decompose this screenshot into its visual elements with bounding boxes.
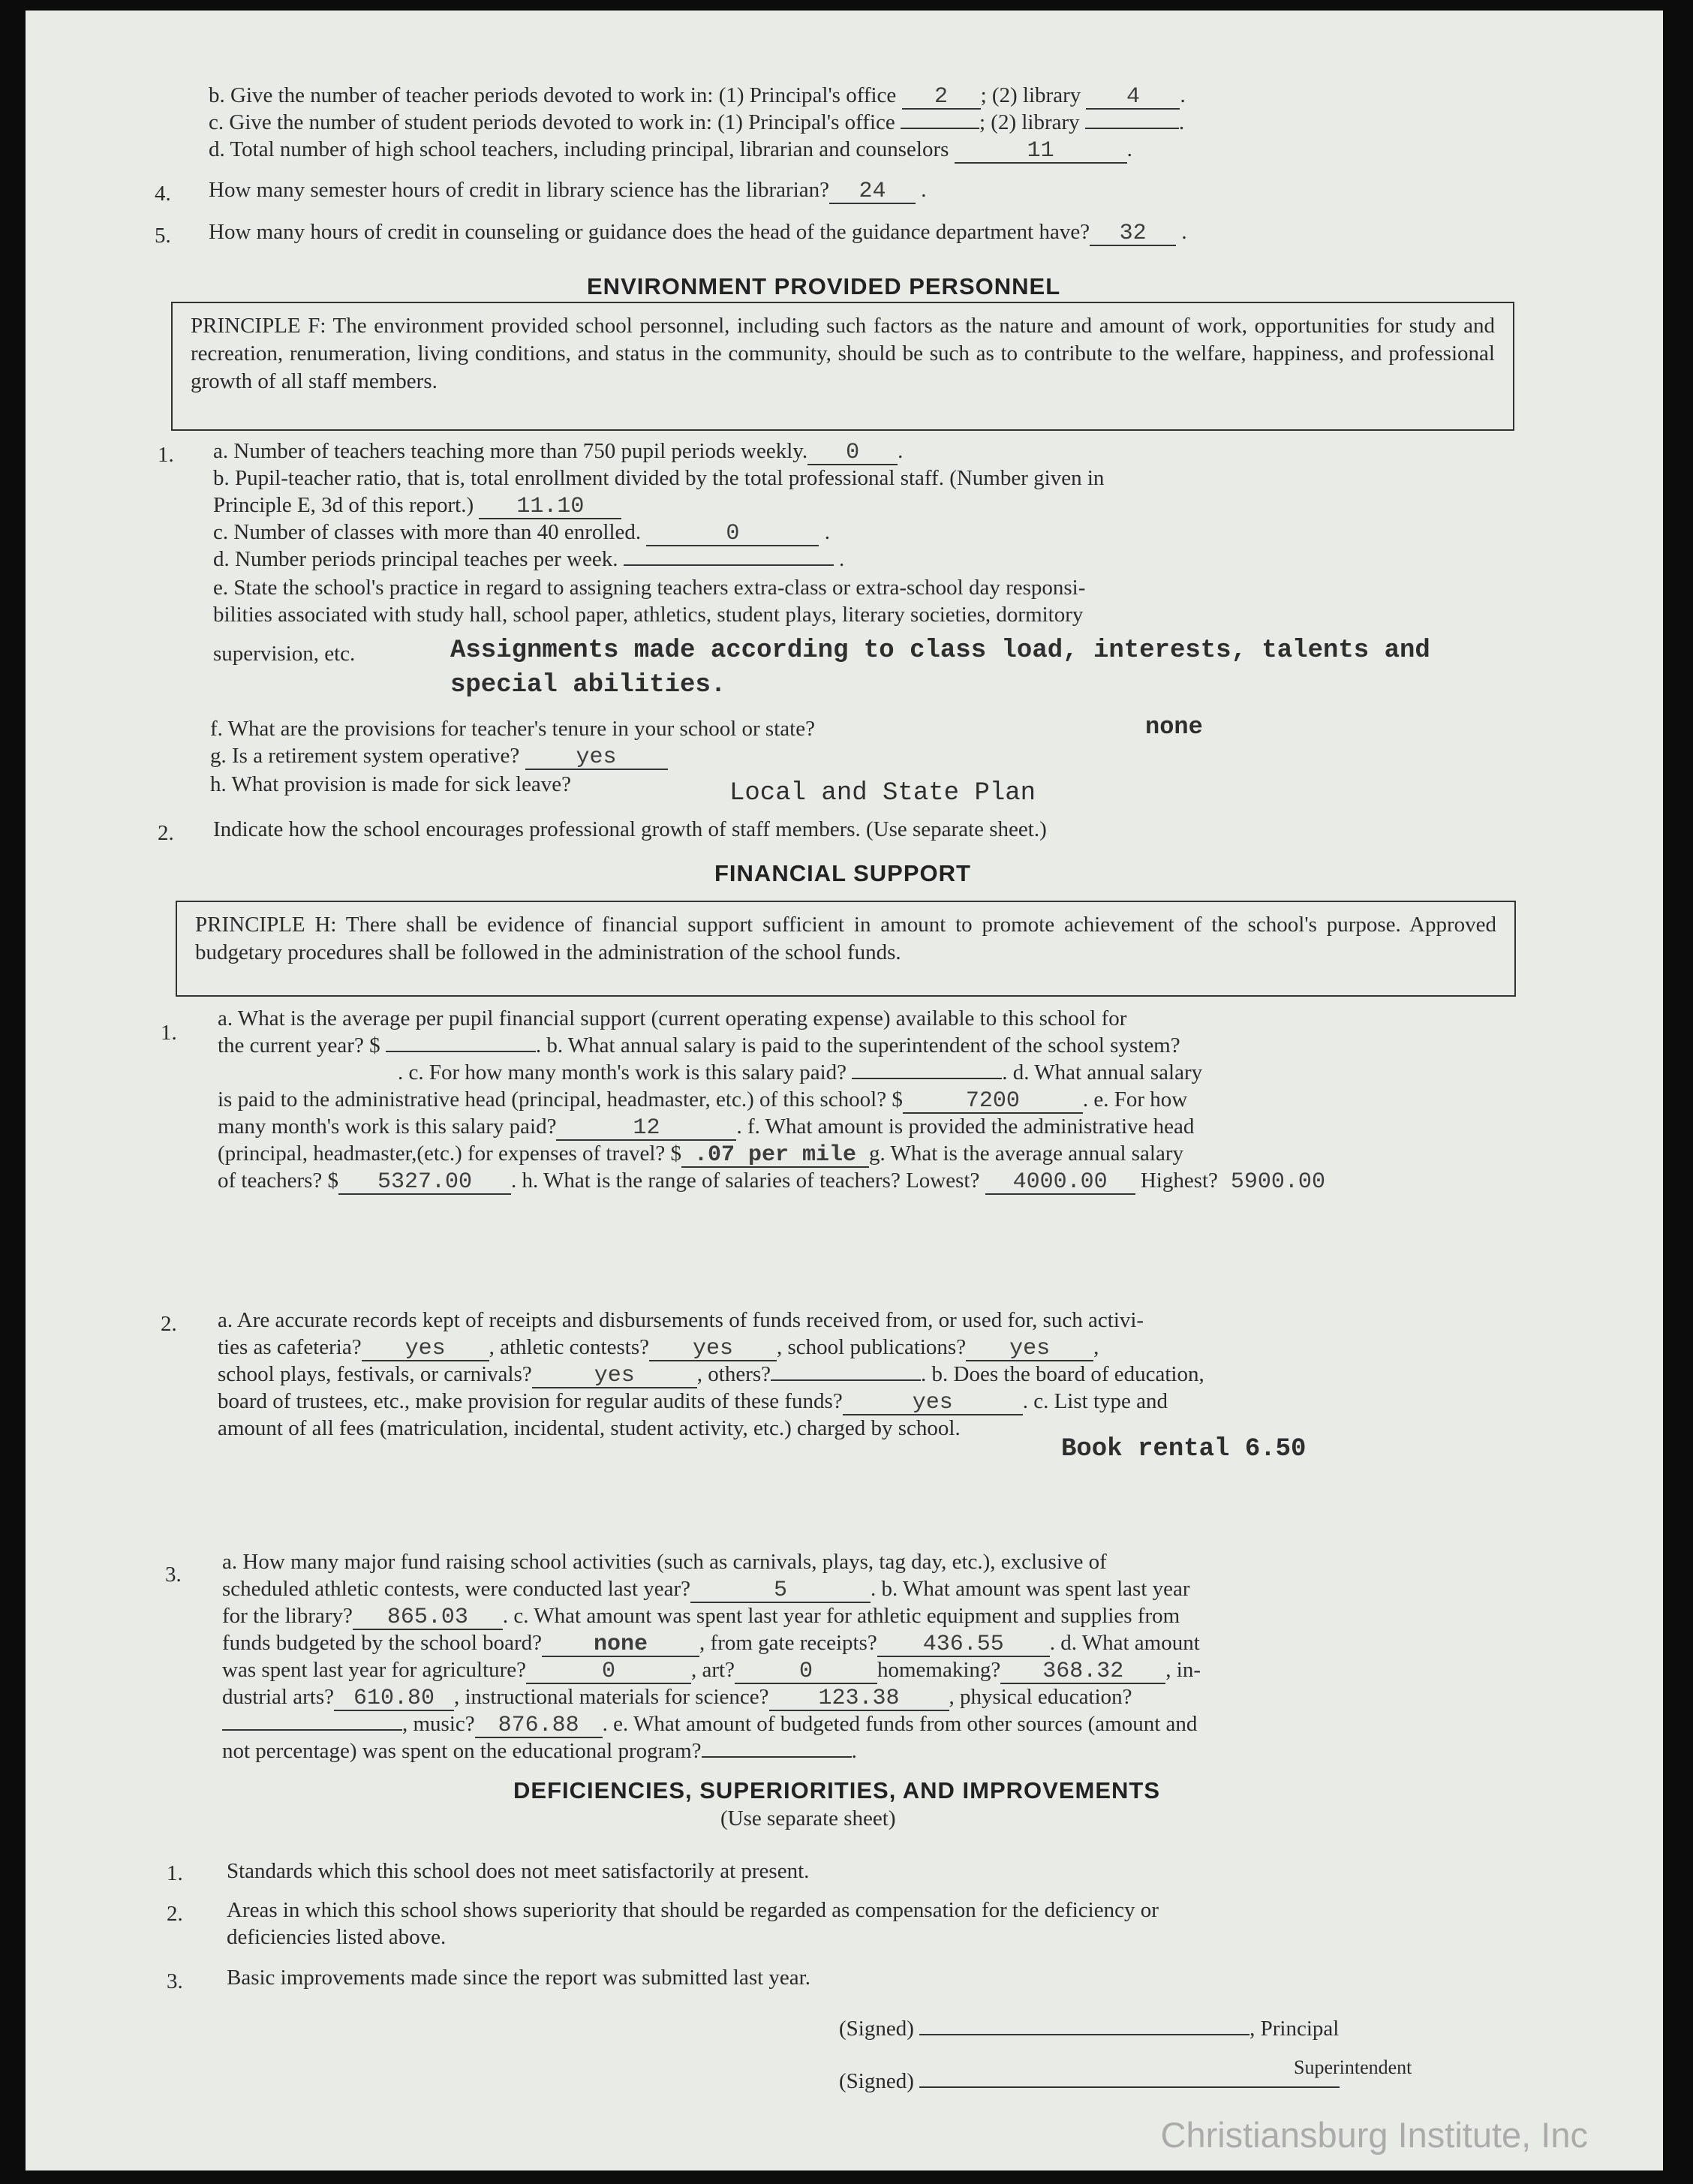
item-env-1f: f. What are the provisions for teacher's tenure in your school or state? [210, 717, 815, 741]
item-def-2: Areas in which this school shows superiority that should be regarded as compensation for the deficiency or [227, 1898, 1159, 1922]
item-number: 2. [167, 1902, 183, 1926]
field-guidance-hours: 32 [1090, 222, 1176, 246]
field-teacher-periods-library: 4 [1086, 86, 1180, 110]
item-fin-2-l2: ties as cafeteria? yes , athletic contests? yes , school publications? yes , [218, 1335, 1099, 1361]
item-fin-1-l5: many month's work is this salary paid? 12 . f. What amount is provided the administrative head [218, 1115, 1195, 1141]
item-3b: b. Give the number of teacher periods devoted to work in: (1) Principal's office 2 ; (2) library 4 . [209, 83, 1186, 110]
item-fin-3-l1: a. How many major fund raising school activities (such as carnivals, plays, tag day, etc.), exclusive of [222, 1550, 1107, 1574]
field-fund-raising-count: 5 [690, 1579, 871, 1603]
item-fin-3-l5: was spent last year for agriculture? 0 , art? 0 homemaking? 368.32 , in- [222, 1658, 1201, 1684]
field-music: 876.88 [475, 1714, 603, 1738]
section-heading-environment: ENVIRONMENT PROVIDED PERSONNEL [587, 273, 1061, 299]
item-4: How many semester hours of credit in library science has the librarian? 24 . [209, 178, 927, 204]
field-publication-records: yes [966, 1337, 1093, 1361]
field-lowest-salary: 4000.00 [985, 1171, 1135, 1195]
field-library-spending: 865.03 [353, 1606, 503, 1630]
field-agriculture: 0 [526, 1660, 691, 1684]
item-number: 2. [158, 821, 174, 845]
item-env-1e-cont2: supervision, etc. [213, 642, 356, 666]
item-def-2-cont: deficiencies listed above. [227, 1925, 447, 1949]
typed-tenure: none [1145, 713, 1203, 741]
item-env-1d: d. Number periods principal teaches per week. . [213, 547, 845, 571]
item-env-1e-cont: bilities associated with study hall, school paper, athletics, student plays, literary societies, dormitory [213, 603, 1084, 627]
section-heading-deficiencies: DEFICIENCIES, SUPERIORITIES, AND IMPROVEMENTS [513, 1777, 1161, 1803]
item-number: 1. [167, 1861, 183, 1885]
field-student-periods-office [901, 128, 979, 129]
item-fin-1-l2: the current year? $ . b. What annual salary is paid to the superintendent of the school system? [218, 1033, 1180, 1057]
field-principal-periods [624, 564, 834, 566]
field-classes-over-40: 0 [646, 522, 819, 546]
typed-assignments: Assignments made according to class load, interests, talents and [450, 636, 1430, 665]
item-env-1h: h. What provision is made for sick leave? [210, 772, 572, 796]
field-avg-teacher-salary: 5327.00 [338, 1171, 511, 1195]
field-plays-records: yes [532, 1364, 697, 1388]
document-page [26, 11, 1663, 2170]
item-env-1a: a. Number of teachers teaching more than 750 pupil periods weekly. 0 . [213, 439, 904, 465]
field-cafeteria-records: yes [362, 1337, 489, 1361]
field-teachers-750: 0 [807, 441, 898, 465]
item-fin-1-l1: a. What is the average per pupil financial support (current operating expense) available to this school for [218, 1006, 1127, 1030]
item-5: How many hours of credit in counseling or guidance does the head of the guidance department have? 32 . [209, 220, 1187, 246]
item-env-1c: c. Number of classes with more than 40 enrolled. 0 . [213, 520, 830, 546]
principle-h-box: PRINCIPLE H: There shall be evidence of financial support sufficient in amount to promote achievement of the school's purpose. Approved budgetary procedures shall be followed in the administration of the school funds. [176, 901, 1516, 997]
field-others-records [771, 1379, 921, 1381]
item-env-1b-cont: Principle E, 3d of this report.) 11.10 [213, 492, 621, 519]
field-audits: yes [843, 1391, 1023, 1415]
field-athletic-records: yes [649, 1337, 777, 1361]
field-pupil-teacher-ratio: 11.10 [479, 495, 621, 519]
field-total-teachers: 11 [955, 140, 1127, 164]
field-library-hours: 24 [829, 180, 916, 204]
item-env-1b: b. Pupil-teacher ratio, that is, total enrollment divided by the total professional staff. (Number given in [213, 466, 1105, 490]
field-travel-expense: .07 per mile [681, 1144, 869, 1168]
field-physical-education [222, 1729, 402, 1731]
signature-superintendent: (Signed) [839, 2067, 1340, 2094]
item-fin-3-l4: funds budgeted by the school board? none , from gate receipts? 436.55 . d. What amount [222, 1631, 1200, 1657]
field-homemaking: 368.32 [1000, 1660, 1165, 1684]
item-number: 2. [161, 1312, 177, 1336]
field-athletic-board: none [542, 1633, 699, 1657]
field-industrial-arts: 610.80 [334, 1687, 454, 1711]
item-fin-1-l6: (principal, headmaster,(etc.) for expenses of travel? $ .07 per mile g. What is the average annual salary [218, 1142, 1184, 1168]
item-fin-3-l6: dustrial arts? 610.80 , instructional materials for science? 123.38 , physical education? [222, 1685, 1132, 1711]
item-number: 3. [167, 1969, 183, 1993]
field-student-periods-library [1085, 128, 1179, 129]
field-science-materials: 123.38 [769, 1687, 949, 1711]
typed-assignments-cont: special abilities. [450, 671, 726, 699]
field-principal-months: 12 [556, 1117, 736, 1141]
field-highest-salary: 5900.00 [1230, 1169, 1325, 1195]
item-fin-1-l4: is paid to the administrative head (principal, headmaster, etc.) of this school? $ 7200 . e. For how [218, 1087, 1188, 1114]
item-env-1g: g. Is a retirement system operative? yes [210, 743, 668, 770]
field-gate-receipts: 436.55 [877, 1633, 1050, 1657]
item-number: 4. [155, 182, 171, 206]
item-fin-2-l4: board of trustees, etc., make provision for regular audits of these funds? yes . c. List type and [218, 1389, 1168, 1415]
item-fin-1-l3: . c. For how many month's work is this salary paid? . d. What annual salary [398, 1060, 1203, 1084]
typed-fees: Book rental 6.50 [1061, 1435, 1307, 1464]
watermark: Christiansburg Institute, Inc [1160, 2115, 1588, 2155]
item-fin-3-l7: , music? 876.88 . e. What amount of budgeted funds from other sources (amount and [222, 1711, 1197, 1738]
field-per-pupil-support [386, 1051, 536, 1052]
item-number: 3. [165, 1563, 182, 1587]
field-other-sources [702, 1756, 852, 1758]
signature-line-superintendent [919, 2067, 1340, 2088]
superintendent-label: Superintendent [1294, 2056, 1412, 2078]
item-fin-2-l5: amount of all fees (matriculation, incidental, student activity, etc.) charged by school. [218, 1416, 961, 1440]
item-number: 1. [158, 443, 174, 467]
typed-sick-leave: Local and State Plan [729, 779, 1036, 808]
item-fin-1-l7: of teachers? $ 5327.00 . h. What is the range of salaries of teachers? Lowest? 4000.00 Highest? 5900.00 [218, 1168, 1338, 1195]
field-art: 0 [735, 1660, 877, 1684]
section-heading-financial: FINANCIAL SUPPORT [714, 860, 971, 886]
item-3d: d. Total number of high school teachers, including principal, librarian and counselors 11 . [209, 137, 1132, 164]
signature-line-principal [919, 2014, 1249, 2035]
field-retirement: yes [525, 746, 668, 770]
signature-principal: (Signed) , Principal [839, 2014, 1339, 2041]
principle-f-box: PRINCIPLE F: The environment provided school personnel, including such factors as the nature and amount of work, opportunities for study and recreation, renumeration, living conditions, and status in the community, should be such as to contribute to the welfare, happiness, and professional growth of all staff members. [171, 302, 1514, 431]
item-fin-2-l1: a. Are accurate records kept of receipts and disbursements of funds received from, or used for, such activi- [218, 1308, 1144, 1332]
item-fin-3-l2: scheduled athletic contests, were conducted last year? 5 . b. What amount was spent last year [222, 1577, 1190, 1603]
item-def-1: Standards which this school does not meet satisfactorily at present. [227, 1859, 810, 1883]
item-3c: c. Give the number of student periods devoted to work in: (1) Principal's office ; (2) library . [209, 110, 1185, 134]
item-env-2: Indicate how the school encourages professional growth of staff members. (Use separate sheet.) [213, 817, 1047, 841]
item-fin-3-l3: for the library? 865.03 . c. What amount was spent last year for athletic equipment and supplies from [222, 1604, 1180, 1630]
item-def-3: Basic improvements made since the report was submitted last year. [227, 1966, 810, 1990]
item-fin-3-l8: not percentage) was spent on the educational program? . [222, 1739, 857, 1763]
item-number: 1. [161, 1021, 177, 1045]
field-supt-months [852, 1078, 1002, 1079]
deficiencies-subheading: (Use separate sheet) [720, 1806, 896, 1831]
item-number: 5. [155, 224, 171, 248]
field-principal-salary: 7200 [903, 1090, 1083, 1114]
item-fin-2-l3: school plays, festivals, or carnivals? yes , others? . b. Does the board of education, [218, 1362, 1204, 1388]
field-teacher-periods-office: 2 [902, 86, 981, 110]
item-env-1e: e. State the school's practice in regard to assigning teachers extra-class or extra-school day responsi- [213, 576, 1086, 600]
